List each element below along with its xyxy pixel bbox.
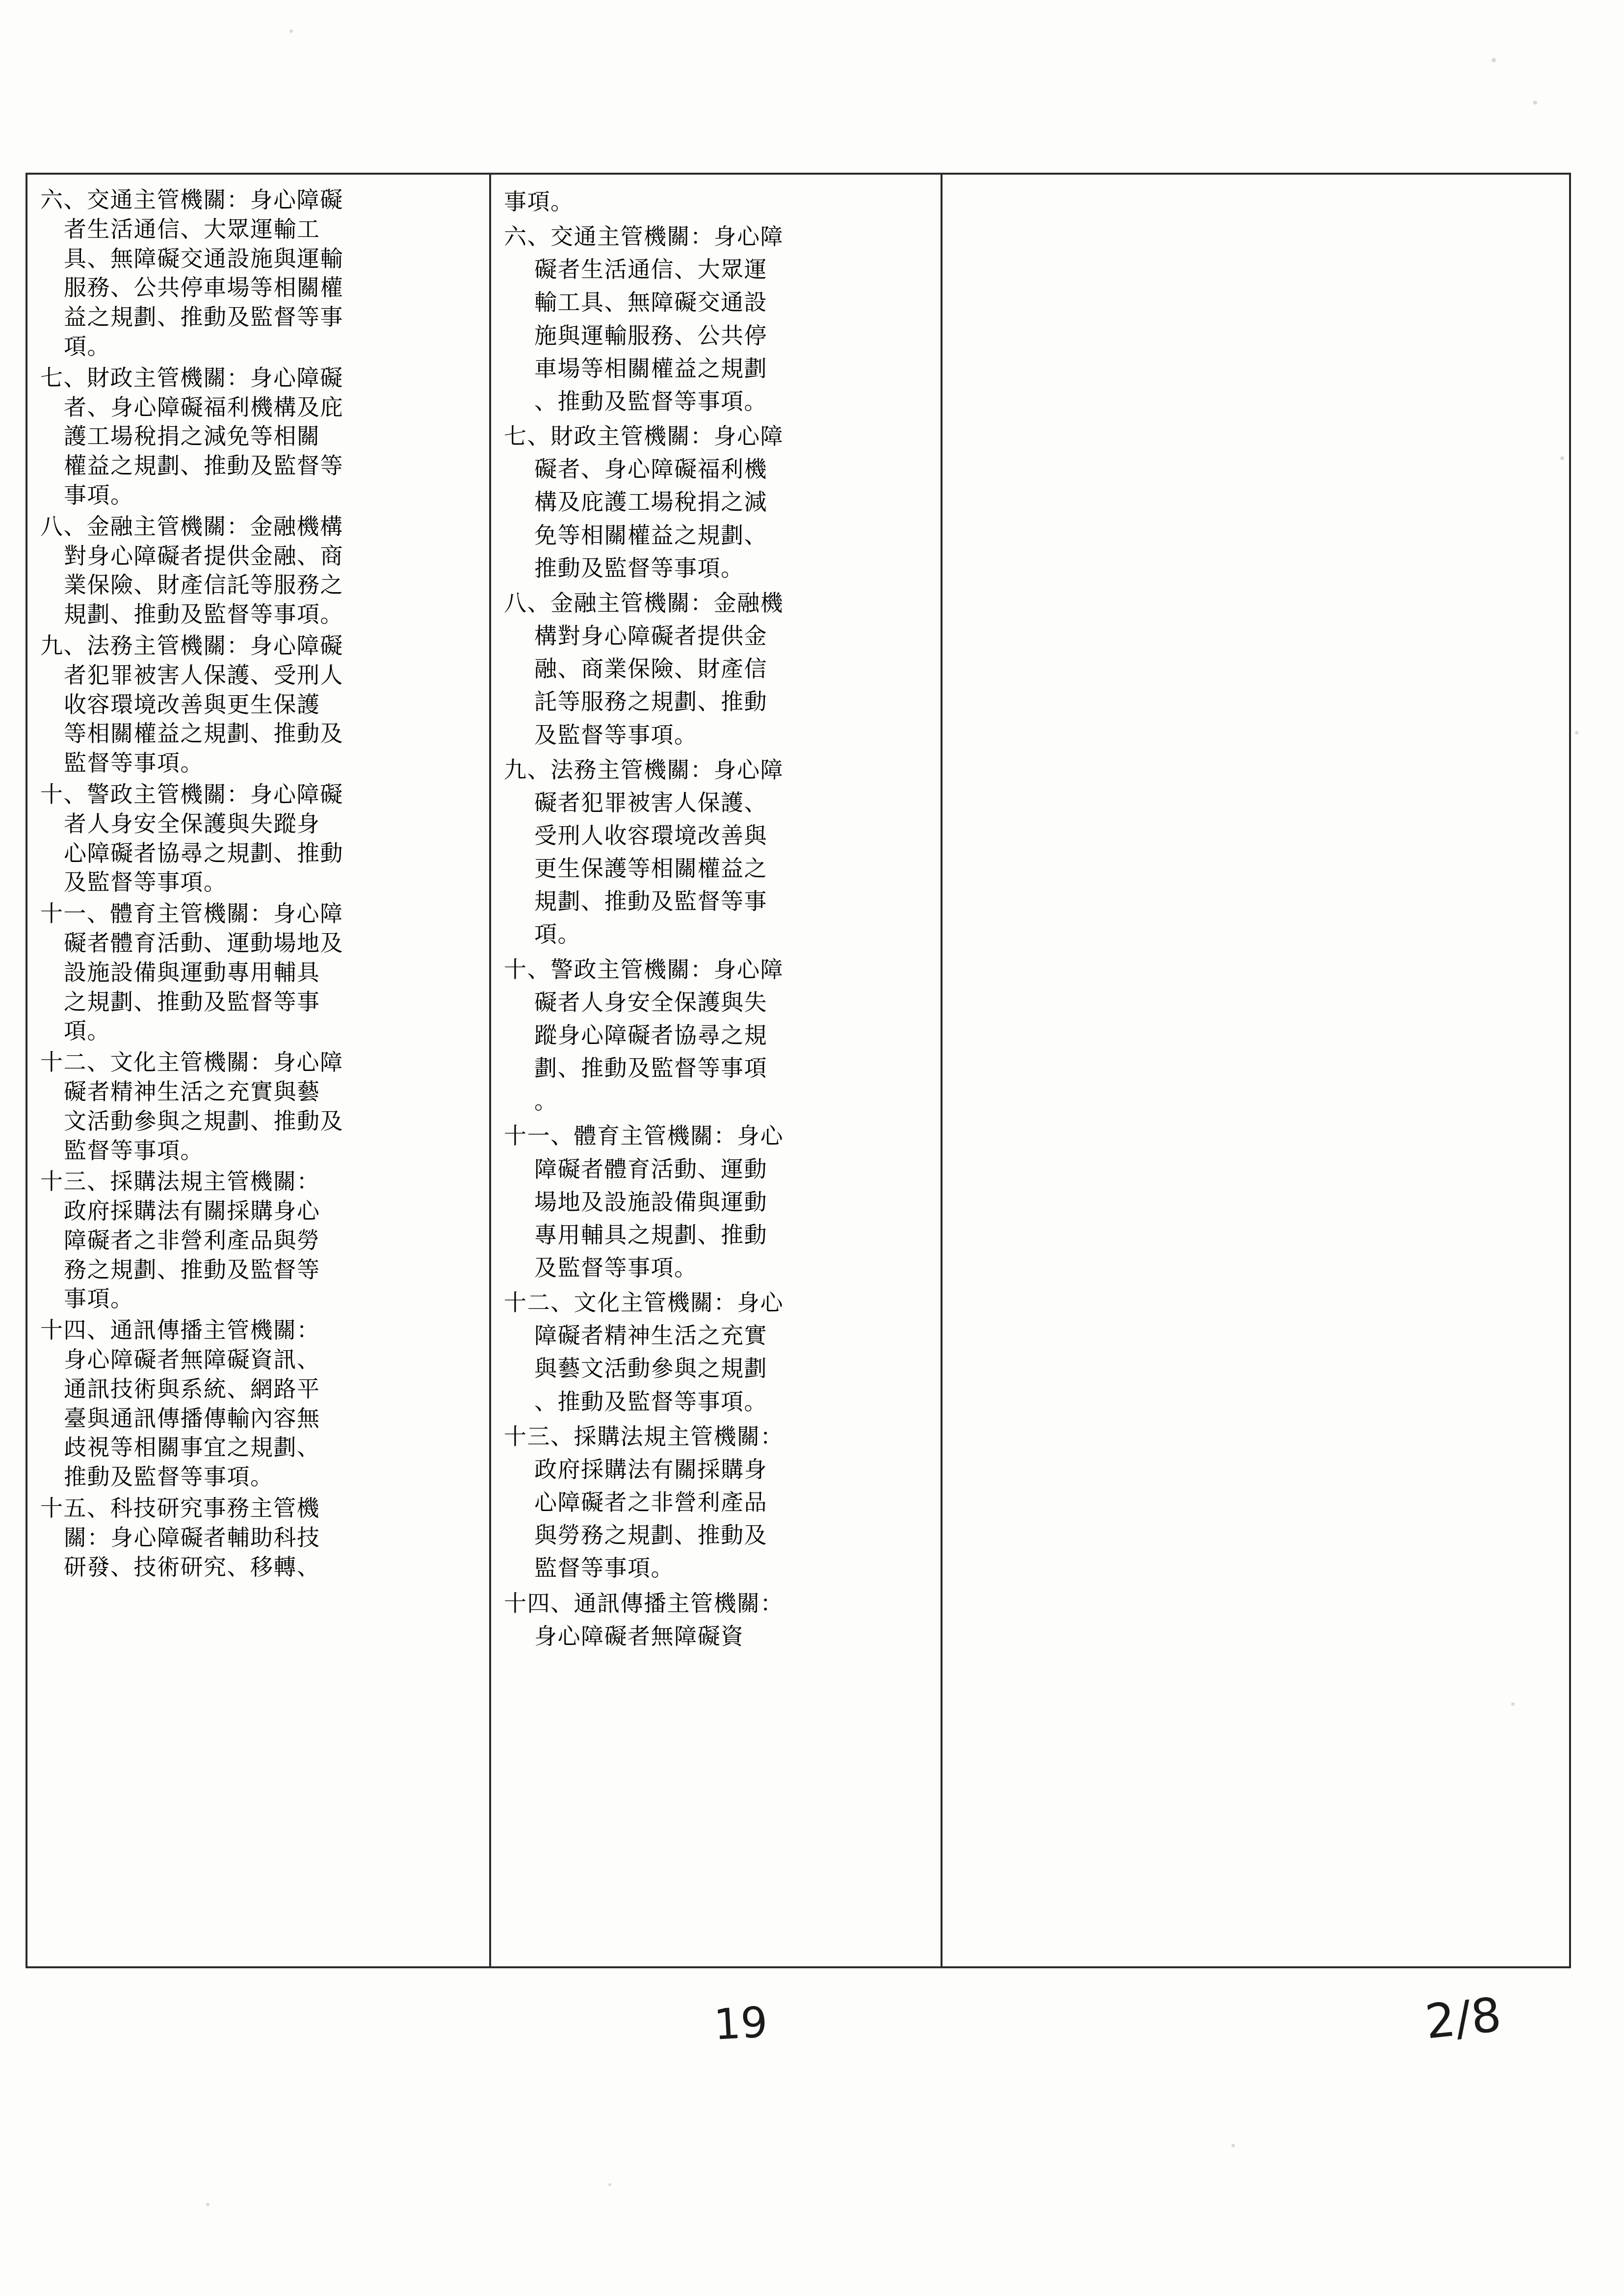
text-line: 設施設備與運動專用輔具	[64, 959, 320, 986]
text-line: 六、交通主管機關：身心障	[504, 223, 784, 250]
list-item-text	[504, 1120, 784, 1284]
table-column-right	[943, 175, 1569, 1966]
text-line: 十、警政主管機關：身心障礙	[40, 781, 343, 808]
table-column-left	[27, 175, 491, 1966]
text-line: 權益之規劃、推動及監督等	[64, 452, 343, 479]
scan-speckle	[1231, 2144, 1235, 2147]
text-line: 收容環境改善與更生保護	[64, 691, 320, 718]
text-line: 者人身安全保護與失蹤身	[64, 810, 320, 837]
list-item-text	[40, 1167, 320, 1314]
text-line: 十二、文化主管機關：身心	[504, 1289, 784, 1316]
text-line: 障礙者精神生活之充實	[534, 1322, 767, 1349]
list-item-text	[40, 512, 343, 629]
list-item	[504, 185, 928, 218]
scan-speckle	[206, 2203, 210, 2206]
text-line: 對身心障礙者提供金融、商	[64, 542, 343, 569]
text-line: 十三、採購法規主管機關：	[504, 1423, 784, 1450]
text-line: 十三、採購法規主管機關：	[40, 1168, 320, 1195]
list-item	[504, 953, 928, 1118]
list-item	[40, 512, 476, 629]
text-line: 礙者、身心障礙福利機	[534, 456, 767, 483]
text-line: 身心障礙者無障礙資訊、	[64, 1346, 320, 1373]
list-item-text	[504, 1587, 784, 1653]
text-line: 十五、科技研究事務主管機	[40, 1495, 320, 1522]
list-item-text	[504, 220, 784, 418]
text-line: 十一、體育主管機關：身心	[504, 1122, 784, 1149]
text-line: 政府採購法有關採購身心	[64, 1198, 320, 1225]
text-line: 及監督等事項。	[64, 869, 227, 896]
scan-speckle	[289, 29, 293, 33]
text-line: 研發、技術研究、移轉、	[64, 1553, 320, 1580]
list-item	[40, 1167, 476, 1314]
text-line: 業保險、財產信託等服務之	[64, 572, 343, 599]
list-item	[504, 1587, 928, 1653]
text-line: 十四、通訊傳播主管機關：	[504, 1590, 784, 1617]
list-item	[504, 220, 928, 418]
text-line: 臺與通訊傳播傳輸內容無	[64, 1405, 320, 1432]
list-item-text	[504, 185, 574, 218]
text-line: 八、金融主管機關：金融機構	[40, 513, 343, 540]
list-item	[40, 899, 476, 1046]
text-line: 及監督等事項。	[534, 721, 698, 748]
text-line: 礙者體育活動、運動場地及	[64, 929, 343, 956]
list-item-text	[504, 1420, 784, 1585]
text-line: 與勞務之規劃、推動及	[534, 1522, 767, 1549]
text-line: 、推動及監督等事項。	[534, 388, 767, 415]
list-item-text	[40, 1316, 320, 1492]
list-item	[504, 1120, 928, 1284]
list-item	[504, 1420, 928, 1585]
text-line: 益之規劃、推動及監督等事	[64, 304, 343, 331]
text-line: 構對身心障礙者提供金	[534, 623, 767, 650]
text-line: 推動及監督等事項。	[64, 1463, 274, 1490]
text-line: 事項。	[64, 481, 134, 508]
list-item	[504, 754, 928, 951]
text-line: 等相關權益之規劃、推動及	[64, 720, 343, 747]
list-item-text	[40, 1494, 320, 1582]
text-line: 歧視等相關事宜之規劃、	[64, 1434, 320, 1461]
text-line: 事項。	[504, 188, 574, 215]
text-line: 十四、通訊傳播主管機關：	[40, 1317, 320, 1344]
list-item	[504, 420, 928, 585]
text-line: 七、財政主管機關：身心障	[504, 423, 784, 450]
text-line: 輸工具、無障礙交通設	[534, 289, 767, 316]
list-item	[504, 1286, 928, 1418]
text-line: 九、法務主管機關：身心障	[504, 756, 784, 783]
text-line: 十二、文化主管機關：身心障	[40, 1049, 343, 1076]
text-line: 項。	[64, 1018, 110, 1044]
text-line: 劃、推動及監督等事項	[534, 1055, 767, 1082]
text-line: 施與運輸服務、公共停	[534, 322, 767, 349]
list-item	[40, 185, 476, 362]
text-line: 融、商業保險、財產信	[534, 655, 767, 682]
text-line: 者、身心障礙福利機構及庇	[64, 393, 343, 420]
table-column-middle	[491, 175, 943, 1966]
handwritten-page-number: 19	[712, 1998, 769, 2050]
text-line: 蹤身心障礙者協尋之規	[534, 1021, 767, 1048]
list-item	[40, 780, 476, 897]
text-line: 與藝文活動參與之規劃	[534, 1355, 767, 1382]
text-line: 項。	[64, 333, 110, 360]
text-line: 通訊技術與系統、網路平	[64, 1375, 320, 1402]
text-line: 受刑人收容環境改善與	[534, 822, 767, 849]
text-line: 服務、公共停車場等相關權	[64, 274, 343, 301]
scan-speckle	[1492, 58, 1496, 62]
text-line: 之規劃、推動及監督等事	[64, 988, 320, 1015]
text-line: 者生活通信、大眾運輸工	[64, 215, 320, 242]
text-line: 礙者生活通信、大眾運	[534, 256, 767, 283]
text-line: 更生保護等相關權益之	[534, 855, 767, 882]
text-line: 障礙者體育活動、運動	[534, 1155, 767, 1182]
text-line: 免等相關權益之規劃、	[534, 522, 767, 548]
handwritten-stamp-number: 2/8	[1422, 1987, 1504, 2050]
text-line: 政府採購法有關採購身	[534, 1456, 767, 1483]
text-line: 、推動及監督等事項。	[534, 1388, 767, 1415]
text-line: 監督等事項。	[64, 750, 204, 777]
text-line: 構及庇護工場稅捐之減	[534, 489, 767, 516]
scan-speckle	[1533, 101, 1537, 104]
text-line: 九、法務主管機關：身心障礙	[40, 632, 343, 659]
text-line: 者犯罪被害人保護、受刑人	[64, 661, 343, 688]
text-line: 身心障礙者無障礙資	[534, 1622, 744, 1649]
list-item-text	[40, 1048, 343, 1165]
list-item	[40, 1494, 476, 1582]
list-item-text	[40, 631, 343, 778]
list-item-text	[40, 899, 343, 1046]
text-line: 監督等事項。	[534, 1555, 674, 1582]
text-line: 障礙者之非營利產品與勞	[64, 1226, 320, 1253]
text-line: 場地及設施設備與運動	[534, 1188, 767, 1215]
text-line: 專用輔具之規劃、推動	[534, 1221, 767, 1248]
text-line: 務之規劃、推動及監督等	[64, 1256, 320, 1283]
list-item	[40, 1316, 476, 1492]
text-line: 監督等事項。	[64, 1137, 204, 1164]
list-item-text	[40, 780, 343, 897]
text-line: 規劃、推動及監督等事	[534, 888, 767, 915]
text-line: 文活動參與之規劃、推動及	[64, 1107, 343, 1134]
list-item	[40, 1048, 476, 1165]
list-item-text	[504, 754, 784, 951]
list-item	[40, 364, 476, 510]
text-line: 十、警政主管機關：身心障	[504, 956, 784, 983]
scan-speckle	[608, 2183, 611, 2186]
text-line: 推動及監督等事項。	[534, 554, 744, 581]
text-line: 具、無障礙交通設施與運輸	[64, 245, 343, 272]
list-item-text	[504, 420, 784, 585]
text-line: 八、金融主管機關：金融機	[504, 589, 784, 616]
text-line: 關：身心障礙者輔助科技	[64, 1524, 320, 1551]
text-line: 六、交通主管機關：身心障礙	[40, 186, 343, 213]
text-line: 七、財政主管機關：身心障礙	[40, 364, 343, 391]
list-item	[40, 631, 476, 778]
text-line: 十一、體育主管機關：身心障	[40, 900, 343, 927]
text-line: 及監督等事項。	[534, 1254, 698, 1281]
text-line: 心障礙者協尋之規劃、推動	[64, 839, 343, 866]
scan-speckle	[1575, 731, 1578, 734]
text-line: 規劃、推動及監督等事項。	[64, 601, 343, 628]
list-item	[504, 587, 928, 752]
list-item-text	[504, 587, 784, 752]
text-line: 事項。	[64, 1285, 134, 1312]
text-line: 託等服務之規劃、推動	[534, 688, 767, 715]
text-line: 。	[534, 1088, 558, 1115]
text-line: 護工場稅捐之減免等相關	[64, 423, 320, 450]
list-item-text	[504, 1286, 784, 1418]
list-item-text	[504, 953, 784, 1118]
text-line: 心障礙者之非營利產品	[534, 1489, 767, 1516]
text-line: 車場等相關權益之規劃	[534, 355, 767, 382]
list-item-text	[40, 364, 343, 510]
text-line: 礙者人身安全保護與失	[534, 989, 767, 1016]
list-item-text	[40, 185, 343, 362]
text-line: 礙者犯罪被害人保護、	[534, 789, 767, 816]
text-line: 項。	[534, 921, 581, 948]
comparison-table	[26, 173, 1571, 1968]
text-line: 礙者精神生活之充實與藝	[64, 1078, 320, 1105]
